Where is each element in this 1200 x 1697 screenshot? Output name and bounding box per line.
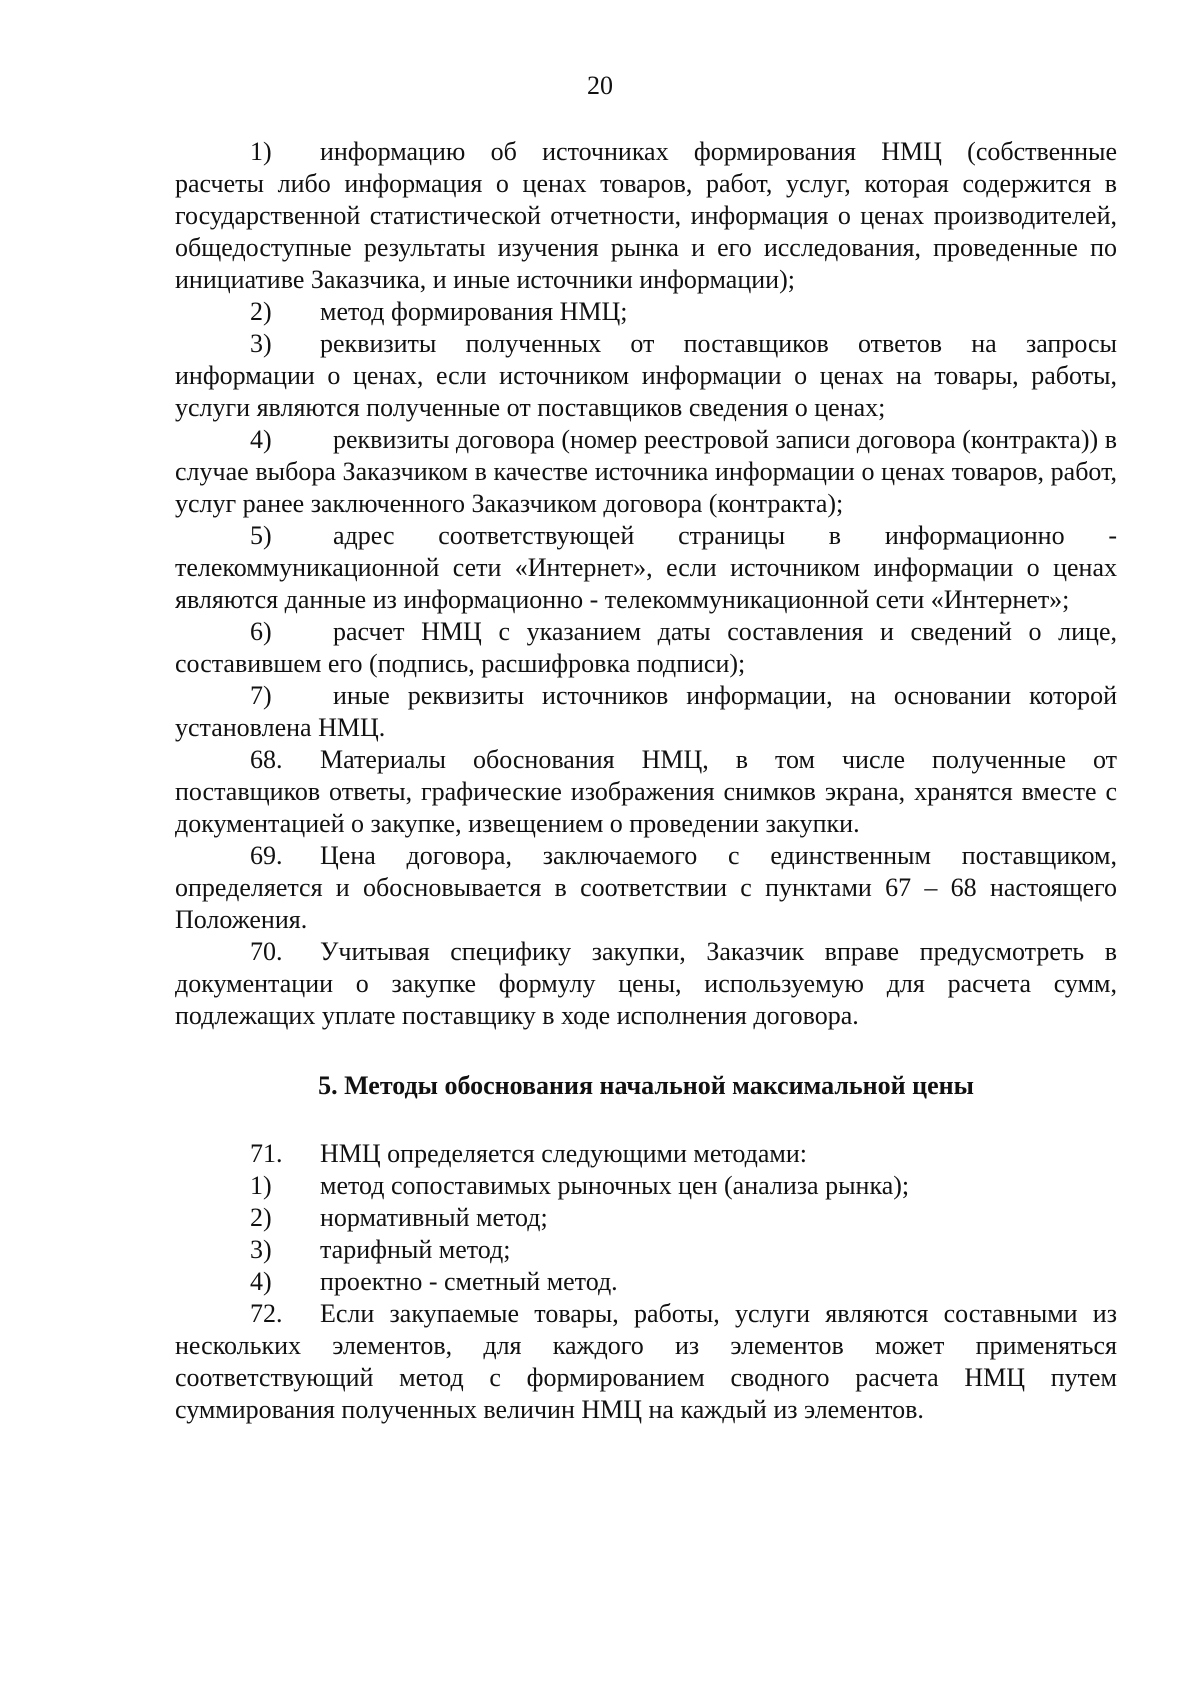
item-number: 2) [250,1203,272,1232]
item-text: проектно - сметный метод. [320,1267,618,1296]
item-number: 4) [250,425,272,454]
clause-number: 71. [250,1139,283,1168]
clause-number: 69. [250,841,283,870]
item-number: 2) [250,297,272,326]
list-item [175,328,1117,424]
clause-number: 68. [250,745,283,774]
clause-text: Учитывая специфику закупки, Заказчик вправе предусмотреть в документации о закупке формулу цены, используемую для расчета сумм, подлежащих уплате поставщику в ходе исполнения договора. [175,937,1117,1030]
item-text: информацию об источниках формирования НМЦ (собственные расчеты либо информация о ценах товаров, работ, услуг, которая содержится в государственной статистической отчетности, информация о ценах производителей, общедоступные результаты изучения рынка и его исследования, проведенные по инициативе Заказчика, и иные источники информации); [175,137,1117,294]
page-number: 20 [587,71,613,100]
item-number: 1) [250,1171,272,1200]
item-text: иные реквизиты источников информации, на основании которой установлена НМЦ. [175,681,1117,742]
clause [175,936,1117,1032]
list-item [175,1170,1117,1202]
list-item [175,1234,1117,1266]
item-text: расчет НМЦ с указанием даты составления и сведений о лице, составившем его (подпись, расшифровка подписи); [175,617,1117,678]
clause-text: НМЦ определяется следующими методами: [320,1139,807,1168]
document-body [175,136,1117,1426]
item-number: 6) [250,617,272,646]
item-text: метод формирования НМЦ; [320,297,628,326]
item-number: 3) [250,1235,272,1264]
item-number: 4) [250,1267,272,1296]
list-item [175,424,1117,520]
section-heading: 5. Методы обоснования начальной максимальной цены [318,1071,974,1100]
clause-text: Материалы обоснования НМЦ, в том числе полученные от поставщиков ответы, графические изображения снимков экрана, хранятся вместе с документацией о закупке, извещением о проведении закупки. [175,745,1117,838]
list-item [175,296,1117,328]
item-text: адрес соответствующей страницы в информационно - телекоммуникационной сети «Интернет», если источником информации о ценах являются данные из информационно - телекоммуникационной сети «Интернет»; [175,521,1117,614]
clause [175,744,1117,840]
item-text: метод сопоставимых рыночных цен (анализа рынка); [320,1171,910,1200]
item-text: тарифный метод; [320,1235,511,1264]
item-text: реквизиты договора (номер реестровой записи договора (контракта)) в случае выбора Заказчиком в качестве источника информации о ценах товаров, работ, услуг ранее заключенного Заказчиком договора (контракта); [175,425,1117,518]
list-item [175,680,1117,744]
clause [175,840,1117,936]
list-item [175,520,1117,616]
clause-text: Цена договора, заключаемого с единственным поставщиком, определяется и обосновывается в соответствии с пунктами 67 – 68 настоящего Положения. [175,841,1117,934]
item-number: 5) [250,521,272,550]
list-item [175,136,1117,296]
item-number: 1) [250,137,272,166]
item-number: 7) [250,681,272,710]
clause-number: 72. [250,1299,283,1328]
item-number: 3) [250,329,272,358]
clause-text: Если закупаемые товары, работы, услуги являются составными из нескольких элементов, для каждого из элементов может применяться соответствующий метод с формированием сводного расчета НМЦ путем суммирования полученных величин НМЦ на каждый из элементов. [175,1299,1117,1424]
item-text: реквизиты полученных от поставщиков ответов на запросы информации о ценах, если источником информации о ценах на товары, работы, услуги являются полученные от поставщиков сведения о ценах; [175,329,1117,422]
list-item [175,1202,1117,1234]
clause [175,1298,1117,1426]
item-text: нормативный метод; [320,1203,548,1232]
list-item [175,616,1117,680]
list-item [175,1266,1117,1298]
clause [175,1138,1117,1170]
clause-number: 70. [250,937,283,966]
